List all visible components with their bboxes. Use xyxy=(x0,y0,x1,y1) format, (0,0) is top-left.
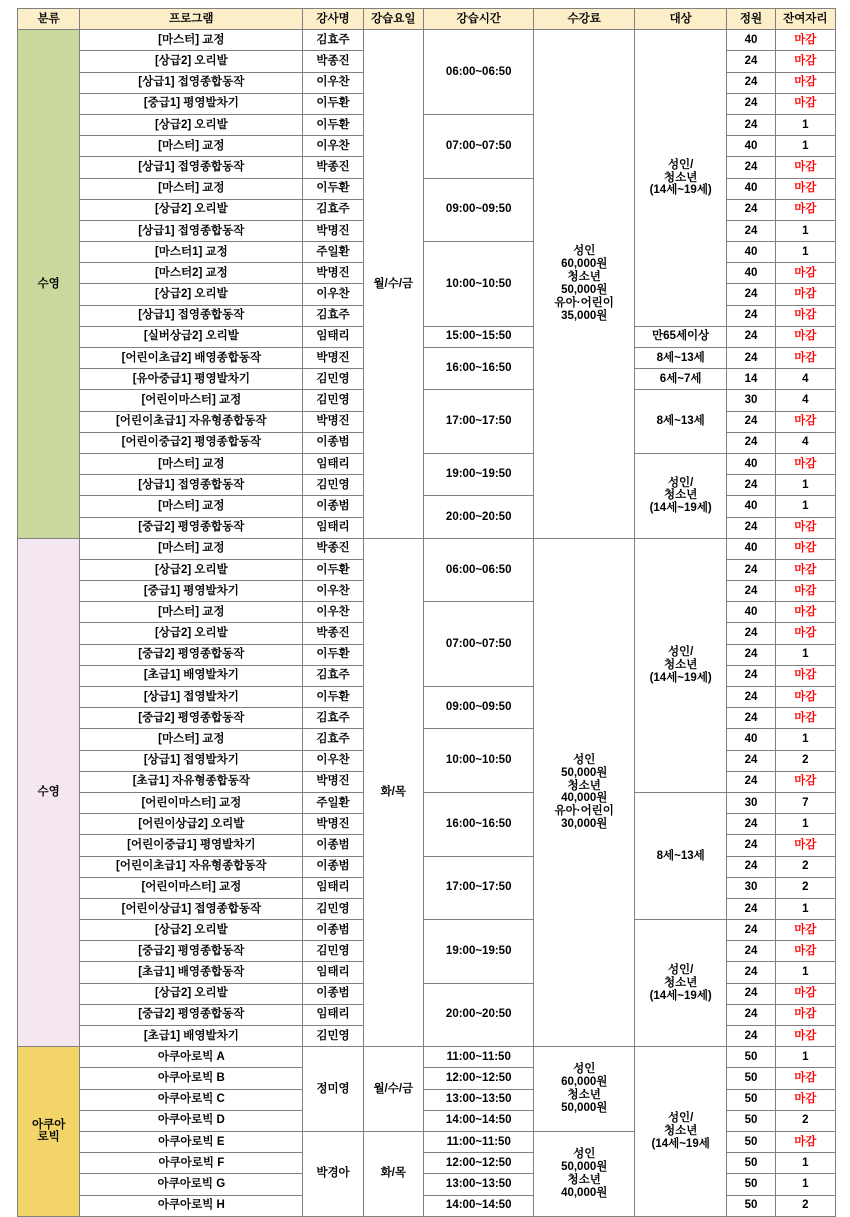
capacity-cell: 40 xyxy=(727,453,775,474)
program-name-cell[interactable]: [어린이초급1] 자유형종합동작 xyxy=(80,411,303,432)
table-body xyxy=(18,30,836,1217)
program-name-cell[interactable]: [상급2] 오리발 xyxy=(80,199,303,220)
status-badge-closed[interactable]: 마감 xyxy=(775,178,835,199)
class-time-cell: 07:00~07:50 xyxy=(423,114,534,178)
class-time-cell: 11:00~11:50 xyxy=(423,1131,534,1152)
status-badge-closed[interactable]: 마감 xyxy=(775,941,835,962)
table-header xyxy=(18,9,836,30)
status-badge-closed[interactable]: 마감 xyxy=(775,1089,835,1110)
capacity-cell: 24 xyxy=(727,814,775,835)
program-name-cell[interactable]: [중급2] 평영종합동작 xyxy=(80,941,303,962)
program-name-cell[interactable]: 아쿠아로빅 G xyxy=(80,1174,303,1195)
program-name-cell[interactable]: [실버상급2] 오리발 xyxy=(80,326,303,347)
remaining-seats-cell[interactable]: 2 xyxy=(775,750,835,771)
program-name-cell[interactable]: [초급1] 자유형종합동작 xyxy=(80,771,303,792)
class-time-cell: 09:00~09:50 xyxy=(423,178,534,242)
program-name-cell[interactable]: [마스터] 교정 xyxy=(80,178,303,199)
program-name-cell[interactable]: [초급1] 배영발차기 xyxy=(80,665,303,686)
program-name-cell[interactable]: [유아중급1] 평영발차기 xyxy=(80,369,303,390)
status-badge-closed[interactable]: 마감 xyxy=(775,771,835,792)
target-audience-cell: 성인/ 청소년 (14세~19세) xyxy=(634,453,726,538)
program-name-cell[interactable]: [어린이상급2] 오리발 xyxy=(80,814,303,835)
instructor-cell: 김효주 xyxy=(303,30,363,51)
class-time-cell: 12:00~12:50 xyxy=(423,1153,534,1174)
status-badge-closed[interactable]: 마감 xyxy=(775,1131,835,1152)
instructor-cell: 이두환 xyxy=(303,178,363,199)
program-name-cell[interactable]: [마스터] 교정 xyxy=(80,136,303,157)
program-name-cell[interactable]: [마스터] 교정 xyxy=(80,453,303,474)
instructor-cell: 김민영 xyxy=(303,898,363,919)
status-badge-closed[interactable]: 마감 xyxy=(775,348,835,369)
target-audience-cell: 만65세이상 xyxy=(634,326,726,347)
column-header-2[interactable]: 강사명 xyxy=(303,9,363,30)
weekday-cell: 화/목 xyxy=(363,538,423,1047)
table-row[interactable] xyxy=(18,390,836,411)
tuition-fee-cell: 성인 60,000원 청소년 50,000원 유아·어린이 35,000원 xyxy=(534,30,634,539)
capacity-cell: 24 xyxy=(727,93,775,114)
tuition-fee-cell: 성인 50,000원 청소년 40,000원 유아·어린이 30,000원 xyxy=(534,538,634,1047)
instructor-cell: 김효주 xyxy=(303,665,363,686)
class-time-cell: 19:00~19:50 xyxy=(423,453,534,495)
table-row[interactable] xyxy=(18,453,836,474)
program-name-cell[interactable]: [어린이초급1] 자유형종합동작 xyxy=(80,856,303,877)
capacity-cell: 14 xyxy=(727,369,775,390)
column-header-8[interactable]: 잔여자리 xyxy=(775,9,835,30)
remaining-seats-cell[interactable]: 1 xyxy=(775,220,835,241)
capacity-cell: 30 xyxy=(727,792,775,813)
capacity-cell: 40 xyxy=(727,602,775,623)
capacity-cell: 24 xyxy=(727,983,775,1004)
instructor-cell: 박명진 xyxy=(303,771,363,792)
remaining-seats-cell[interactable]: 1 xyxy=(775,898,835,919)
instructor-cell: 이종범 xyxy=(303,835,363,856)
program-name-cell[interactable]: [상급1] 접영종합동작 xyxy=(80,305,303,326)
class-time-cell: 20:00~20:50 xyxy=(423,496,534,538)
program-name-cell[interactable]: [상급2] 오리발 xyxy=(80,920,303,941)
target-audience-cell: 6세~7세 xyxy=(634,369,726,390)
program-name-cell[interactable]: [중급2] 평영종합동작 xyxy=(80,1004,303,1025)
capacity-cell: 24 xyxy=(727,517,775,538)
instructor-cell: 임태리 xyxy=(303,517,363,538)
instructor-cell: 이우찬 xyxy=(303,581,363,602)
status-badge-closed[interactable]: 마감 xyxy=(775,581,835,602)
column-header-6[interactable]: 대상 xyxy=(634,9,726,30)
target-audience-cell: 성인/ 청소년 (14세~19세) xyxy=(634,920,726,1047)
class-time-cell: 09:00~09:50 xyxy=(423,687,534,729)
program-name-cell[interactable]: [마스터] 교정 xyxy=(80,729,303,750)
header-row xyxy=(18,9,836,30)
remaining-seats-cell[interactable]: 1 xyxy=(775,1174,835,1195)
class-time-cell: 11:00~11:50 xyxy=(423,1047,534,1068)
capacity-cell: 50 xyxy=(727,1089,775,1110)
table-row[interactable] xyxy=(18,348,836,369)
category-cell: 수영 xyxy=(18,30,80,539)
instructor-cell: 이우찬 xyxy=(303,72,363,93)
status-badge-closed[interactable]: 마감 xyxy=(775,30,835,51)
capacity-cell: 24 xyxy=(727,687,775,708)
program-schedule-table xyxy=(17,8,836,1217)
class-time-cell: 06:00~06:50 xyxy=(423,30,534,115)
remaining-seats-cell[interactable]: 2 xyxy=(775,856,835,877)
program-name-cell[interactable]: [상급2] 오리발 xyxy=(80,114,303,135)
instructor-cell: 주일환 xyxy=(303,242,363,263)
remaining-seats-cell[interactable]: 4 xyxy=(775,390,835,411)
program-name-cell[interactable]: [어린이마스터] 교정 xyxy=(80,792,303,813)
status-badge-closed[interactable]: 마감 xyxy=(775,835,835,856)
instructor-cell: 박명진 xyxy=(303,348,363,369)
program-name-cell[interactable]: [상급2] 오리발 xyxy=(80,51,303,72)
capacity-cell: 50 xyxy=(727,1153,775,1174)
column-header-1[interactable]: 프로그램 xyxy=(80,9,303,30)
instructor-cell: 박명진 xyxy=(303,411,363,432)
instructor-cell: 이두환 xyxy=(303,93,363,114)
capacity-cell: 50 xyxy=(727,1047,775,1068)
class-time-cell: 17:00~17:50 xyxy=(423,390,534,454)
status-badge-closed[interactable]: 마감 xyxy=(775,51,835,72)
remaining-seats-cell[interactable]: 1 xyxy=(775,475,835,496)
capacity-cell: 24 xyxy=(727,326,775,347)
target-audience-cell: 성인/ 청소년 (14세~19세) xyxy=(634,30,726,327)
capacity-cell: 40 xyxy=(727,178,775,199)
instructor-cell: 박명진 xyxy=(303,814,363,835)
instructor-cell: 이우찬 xyxy=(303,284,363,305)
capacity-cell: 40 xyxy=(727,538,775,559)
table-row[interactable] xyxy=(18,326,836,347)
class-time-cell: 15:00~15:50 xyxy=(423,326,534,347)
status-badge-closed[interactable]: 마감 xyxy=(775,284,835,305)
remaining-seats-cell[interactable]: 7 xyxy=(775,792,835,813)
class-time-cell: 16:00~16:50 xyxy=(423,792,534,856)
class-time-cell: 12:00~12:50 xyxy=(423,1068,534,1089)
status-badge-closed[interactable]: 마감 xyxy=(775,453,835,474)
table-row[interactable] xyxy=(18,792,836,813)
instructor-cell: 이종범 xyxy=(303,920,363,941)
remaining-seats-cell[interactable]: 1 xyxy=(775,644,835,665)
instructor-cell: 이종범 xyxy=(303,856,363,877)
class-time-cell: 10:00~10:50 xyxy=(423,729,534,793)
capacity-cell: 24 xyxy=(727,411,775,432)
class-time-cell: 17:00~17:50 xyxy=(423,856,534,920)
table-row[interactable] xyxy=(18,920,836,941)
instructor-cell: 김효주 xyxy=(303,729,363,750)
instructor-cell: 김민영 xyxy=(303,1026,363,1047)
capacity-cell: 24 xyxy=(727,1004,775,1025)
instructor-cell: 이종범 xyxy=(303,983,363,1004)
instructor-cell: 박종진 xyxy=(303,623,363,644)
status-badge-closed[interactable]: 마감 xyxy=(775,559,835,580)
status-badge-closed[interactable]: 마감 xyxy=(775,1026,835,1047)
table-row[interactable] xyxy=(18,30,836,51)
target-audience-cell: 8세~13세 xyxy=(634,792,726,919)
program-name-cell[interactable]: [중급1] 평영발차기 xyxy=(80,581,303,602)
remaining-seats-cell[interactable]: 1 xyxy=(775,1153,835,1174)
program-name-cell[interactable]: 아쿠아로빅 D xyxy=(80,1110,303,1131)
category-cell: 수영 xyxy=(18,538,80,1047)
capacity-cell: 24 xyxy=(727,941,775,962)
status-badge-closed[interactable]: 마감 xyxy=(775,93,835,114)
status-badge-closed[interactable]: 마감 xyxy=(775,1004,835,1025)
program-name-cell[interactable]: 아쿠아로빅 A xyxy=(80,1047,303,1068)
capacity-cell: 24 xyxy=(727,771,775,792)
status-badge-closed[interactable]: 마감 xyxy=(775,411,835,432)
instructor-cell: 김효주 xyxy=(303,199,363,220)
program-name-cell[interactable]: [상급1] 접영발차기 xyxy=(80,750,303,771)
program-name-cell[interactable]: [상급1] 접영종합동작 xyxy=(80,72,303,93)
instructor-cell: 김민영 xyxy=(303,390,363,411)
class-time-cell: 20:00~20:50 xyxy=(423,983,534,1047)
program-name-cell[interactable]: 아쿠아로빅 H xyxy=(80,1195,303,1216)
program-name-cell[interactable]: [상급2] 오리발 xyxy=(80,983,303,1004)
tuition-fee-cell: 성인 50,000원 청소년 40,000원 xyxy=(534,1131,634,1216)
status-badge-closed[interactable]: 마감 xyxy=(775,708,835,729)
capacity-cell: 40 xyxy=(727,729,775,750)
remaining-seats-cell[interactable]: 2 xyxy=(775,1195,835,1216)
program-name-cell[interactable]: [마스터2] 교정 xyxy=(80,263,303,284)
capacity-cell: 50 xyxy=(727,1110,775,1131)
program-name-cell[interactable]: [어린이중급2] 평영종합동작 xyxy=(80,432,303,453)
instructor-cell: 김효주 xyxy=(303,708,363,729)
instructor-cell: 이두환 xyxy=(303,687,363,708)
table-row[interactable] xyxy=(18,1047,836,1068)
program-name-cell[interactable]: [상급1] 접영종합동작 xyxy=(80,475,303,496)
program-name-cell[interactable]: [상급2] 오리발 xyxy=(80,623,303,644)
capacity-cell: 24 xyxy=(727,962,775,983)
program-name-cell[interactable]: [상급2] 오리발 xyxy=(80,559,303,580)
capacity-cell: 24 xyxy=(727,856,775,877)
program-name-cell[interactable]: [중급2] 평영종합동작 xyxy=(80,644,303,665)
instructor-cell: 임태리 xyxy=(303,1004,363,1025)
status-badge-closed[interactable]: 마감 xyxy=(775,326,835,347)
instructor-cell: 박명진 xyxy=(303,263,363,284)
class-time-cell: 14:00~14:50 xyxy=(423,1110,534,1131)
instructor-cell: 이두환 xyxy=(303,559,363,580)
status-badge-closed[interactable]: 마감 xyxy=(775,538,835,559)
status-badge-closed[interactable]: 마감 xyxy=(775,920,835,941)
capacity-cell: 24 xyxy=(727,199,775,220)
program-name-cell[interactable]: [상급1] 접영종합동작 xyxy=(80,157,303,178)
target-audience-cell: 8세~13세 xyxy=(634,348,726,369)
column-header-3[interactable]: 강습요일 xyxy=(363,9,423,30)
instructor-cell: 임태리 xyxy=(303,326,363,347)
instructor-cell: 이우찬 xyxy=(303,136,363,157)
column-header-0[interactable]: 분류 xyxy=(18,9,80,30)
remaining-seats-cell[interactable]: 4 xyxy=(775,432,835,453)
instructor-cell: 이두환 xyxy=(303,644,363,665)
program-name-cell[interactable]: 아쿠아로빅 F xyxy=(80,1153,303,1174)
capacity-cell: 24 xyxy=(727,835,775,856)
remaining-seats-cell[interactable]: 1 xyxy=(775,962,835,983)
instructor-cell: 이두환 xyxy=(303,114,363,135)
tuition-fee-cell: 성인 60,000원 청소년 50,000원 xyxy=(534,1047,634,1132)
program-name-cell[interactable]: [마스터] 교정 xyxy=(80,30,303,51)
program-name-cell[interactable]: [상급2] 오리발 xyxy=(80,284,303,305)
status-badge-closed[interactable]: 마감 xyxy=(775,305,835,326)
instructor-cell: 김민영 xyxy=(303,369,363,390)
instructor-cell: 정미영 xyxy=(303,1047,363,1132)
capacity-cell: 24 xyxy=(727,644,775,665)
instructor-cell: 김효주 xyxy=(303,305,363,326)
capacity-cell: 50 xyxy=(727,1131,775,1152)
status-badge-closed[interactable]: 마감 xyxy=(775,72,835,93)
instructor-cell: 박명진 xyxy=(303,220,363,241)
category-cell: 아쿠아 로빅 xyxy=(18,1047,80,1217)
capacity-cell: 24 xyxy=(727,708,775,729)
status-badge-closed[interactable]: 마감 xyxy=(775,157,835,178)
instructor-cell: 박종진 xyxy=(303,51,363,72)
program-name-cell[interactable]: [마스터] 교정 xyxy=(80,496,303,517)
capacity-cell: 40 xyxy=(727,263,775,284)
class-time-cell: 16:00~16:50 xyxy=(423,348,534,390)
capacity-cell: 50 xyxy=(727,1195,775,1216)
capacity-cell: 24 xyxy=(727,623,775,644)
class-time-cell: 10:00~10:50 xyxy=(423,242,534,327)
program-name-cell[interactable]: [마스터1] 교정 xyxy=(80,242,303,263)
capacity-cell: 40 xyxy=(727,136,775,157)
capacity-cell: 30 xyxy=(727,390,775,411)
program-name-cell[interactable]: [어린이마스터] 교정 xyxy=(80,877,303,898)
status-badge-closed[interactable]: 마감 xyxy=(775,687,835,708)
instructor-cell: 주일환 xyxy=(303,792,363,813)
program-name-cell[interactable]: [초급1] 배영발차기 xyxy=(80,1026,303,1047)
program-name-cell[interactable]: 아쿠아로빅 B xyxy=(80,1068,303,1089)
table-row[interactable] xyxy=(18,538,836,559)
instructor-cell: 김민영 xyxy=(303,941,363,962)
capacity-cell: 24 xyxy=(727,898,775,919)
capacity-cell: 24 xyxy=(727,1026,775,1047)
weekday-cell: 화/목 xyxy=(363,1131,423,1216)
target-audience-cell: 8세~13세 xyxy=(634,390,726,454)
remaining-seats-cell[interactable]: 1 xyxy=(775,242,835,263)
capacity-cell: 40 xyxy=(727,30,775,51)
instructor-cell: 이우찬 xyxy=(303,750,363,771)
program-name-cell[interactable]: [어린이초급2] 배영종합동작 xyxy=(80,348,303,369)
instructor-cell: 이우찬 xyxy=(303,602,363,623)
program-name-cell[interactable]: 아쿠아로빅 E xyxy=(80,1131,303,1152)
capacity-cell: 24 xyxy=(727,114,775,135)
capacity-cell: 40 xyxy=(727,242,775,263)
instructor-cell: 박경아 xyxy=(303,1131,363,1216)
capacity-cell: 24 xyxy=(727,750,775,771)
class-time-cell: 13:00~13:50 xyxy=(423,1089,534,1110)
instructor-cell: 임태리 xyxy=(303,877,363,898)
capacity-cell: 50 xyxy=(727,1068,775,1089)
column-header-5[interactable]: 수강료 xyxy=(534,9,634,30)
program-name-cell[interactable]: [어린이중급1] 평영발차기 xyxy=(80,835,303,856)
status-badge-closed[interactable]: 마감 xyxy=(775,983,835,1004)
capacity-cell: 40 xyxy=(727,496,775,517)
capacity-cell: 50 xyxy=(727,1174,775,1195)
status-badge-closed[interactable]: 마감 xyxy=(775,517,835,538)
program-name-cell[interactable]: [중급2] 평영종합동작 xyxy=(80,708,303,729)
capacity-cell: 24 xyxy=(727,72,775,93)
capacity-cell: 24 xyxy=(727,305,775,326)
capacity-cell: 24 xyxy=(727,284,775,305)
remaining-seats-cell[interactable]: 1 xyxy=(775,814,835,835)
instructor-cell: 임태리 xyxy=(303,453,363,474)
weekday-cell: 월/수/금 xyxy=(363,1047,423,1132)
program-name-cell[interactable]: [마스터] 교정 xyxy=(80,538,303,559)
program-name-cell[interactable]: [마스터] 교정 xyxy=(80,602,303,623)
remaining-seats-cell[interactable]: 1 xyxy=(775,1047,835,1068)
column-header-7[interactable]: 정원 xyxy=(727,9,775,30)
class-time-cell: 19:00~19:50 xyxy=(423,920,534,984)
capacity-cell: 24 xyxy=(727,157,775,178)
remaining-seats-cell[interactable]: 1 xyxy=(775,136,835,157)
capacity-cell: 24 xyxy=(727,581,775,602)
capacity-cell: 24 xyxy=(727,475,775,496)
target-audience-cell: 성인/ 청소년 (14세~19세) xyxy=(634,538,726,792)
target-audience-cell: 성인/ 청소년 (14세~19세 xyxy=(634,1047,726,1217)
program-name-cell[interactable]: [중급1] 평영발차기 xyxy=(80,93,303,114)
instructor-cell: 박종진 xyxy=(303,538,363,559)
capacity-cell: 24 xyxy=(727,432,775,453)
instructor-cell: 박종진 xyxy=(303,157,363,178)
class-time-cell: 13:00~13:50 xyxy=(423,1174,534,1195)
status-badge-closed[interactable]: 마감 xyxy=(775,199,835,220)
program-name-cell[interactable]: [중급2] 평영종합동작 xyxy=(80,517,303,538)
class-time-cell: 14:00~14:50 xyxy=(423,1195,534,1216)
instructor-cell: 김민영 xyxy=(303,475,363,496)
capacity-cell: 24 xyxy=(727,665,775,686)
status-badge-closed[interactable]: 마감 xyxy=(775,263,835,284)
remaining-seats-cell[interactable]: 4 xyxy=(775,369,835,390)
class-time-cell: 06:00~06:50 xyxy=(423,538,534,602)
program-name-cell[interactable]: [어린이마스터] 교정 xyxy=(80,390,303,411)
status-badge-closed[interactable]: 마감 xyxy=(775,623,835,644)
instructor-cell: 임태리 xyxy=(303,962,363,983)
remaining-seats-cell[interactable]: 2 xyxy=(775,1110,835,1131)
remaining-seats-cell[interactable]: 2 xyxy=(775,877,835,898)
remaining-seats-cell[interactable]: 1 xyxy=(775,114,835,135)
status-badge-closed[interactable]: 마감 xyxy=(775,1068,835,1089)
capacity-cell: 24 xyxy=(727,559,775,580)
program-name-cell[interactable]: 아쿠아로빅 C xyxy=(80,1089,303,1110)
instructor-cell: 이종범 xyxy=(303,496,363,517)
capacity-cell: 24 xyxy=(727,348,775,369)
remaining-seats-cell[interactable]: 1 xyxy=(775,496,835,517)
program-name-cell[interactable]: [초급1] 배영종합동작 xyxy=(80,962,303,983)
capacity-cell: 30 xyxy=(727,877,775,898)
program-name-cell[interactable]: [어린이상급1] 접영종합동작 xyxy=(80,898,303,919)
class-time-cell: 07:00~07:50 xyxy=(423,602,534,687)
status-badge-closed[interactable]: 마감 xyxy=(775,665,835,686)
capacity-cell: 24 xyxy=(727,51,775,72)
instructor-cell: 이종범 xyxy=(303,432,363,453)
capacity-cell: 24 xyxy=(727,220,775,241)
status-badge-closed[interactable]: 마감 xyxy=(775,602,835,623)
weekday-cell: 월/수/금 xyxy=(363,30,423,539)
capacity-cell: 24 xyxy=(727,920,775,941)
program-name-cell[interactable]: [상급1] 접영종합동작 xyxy=(80,220,303,241)
program-name-cell[interactable]: [상급1] 접영발차기 xyxy=(80,687,303,708)
column-header-4[interactable]: 강습시간 xyxy=(423,9,534,30)
remaining-seats-cell[interactable]: 1 xyxy=(775,729,835,750)
